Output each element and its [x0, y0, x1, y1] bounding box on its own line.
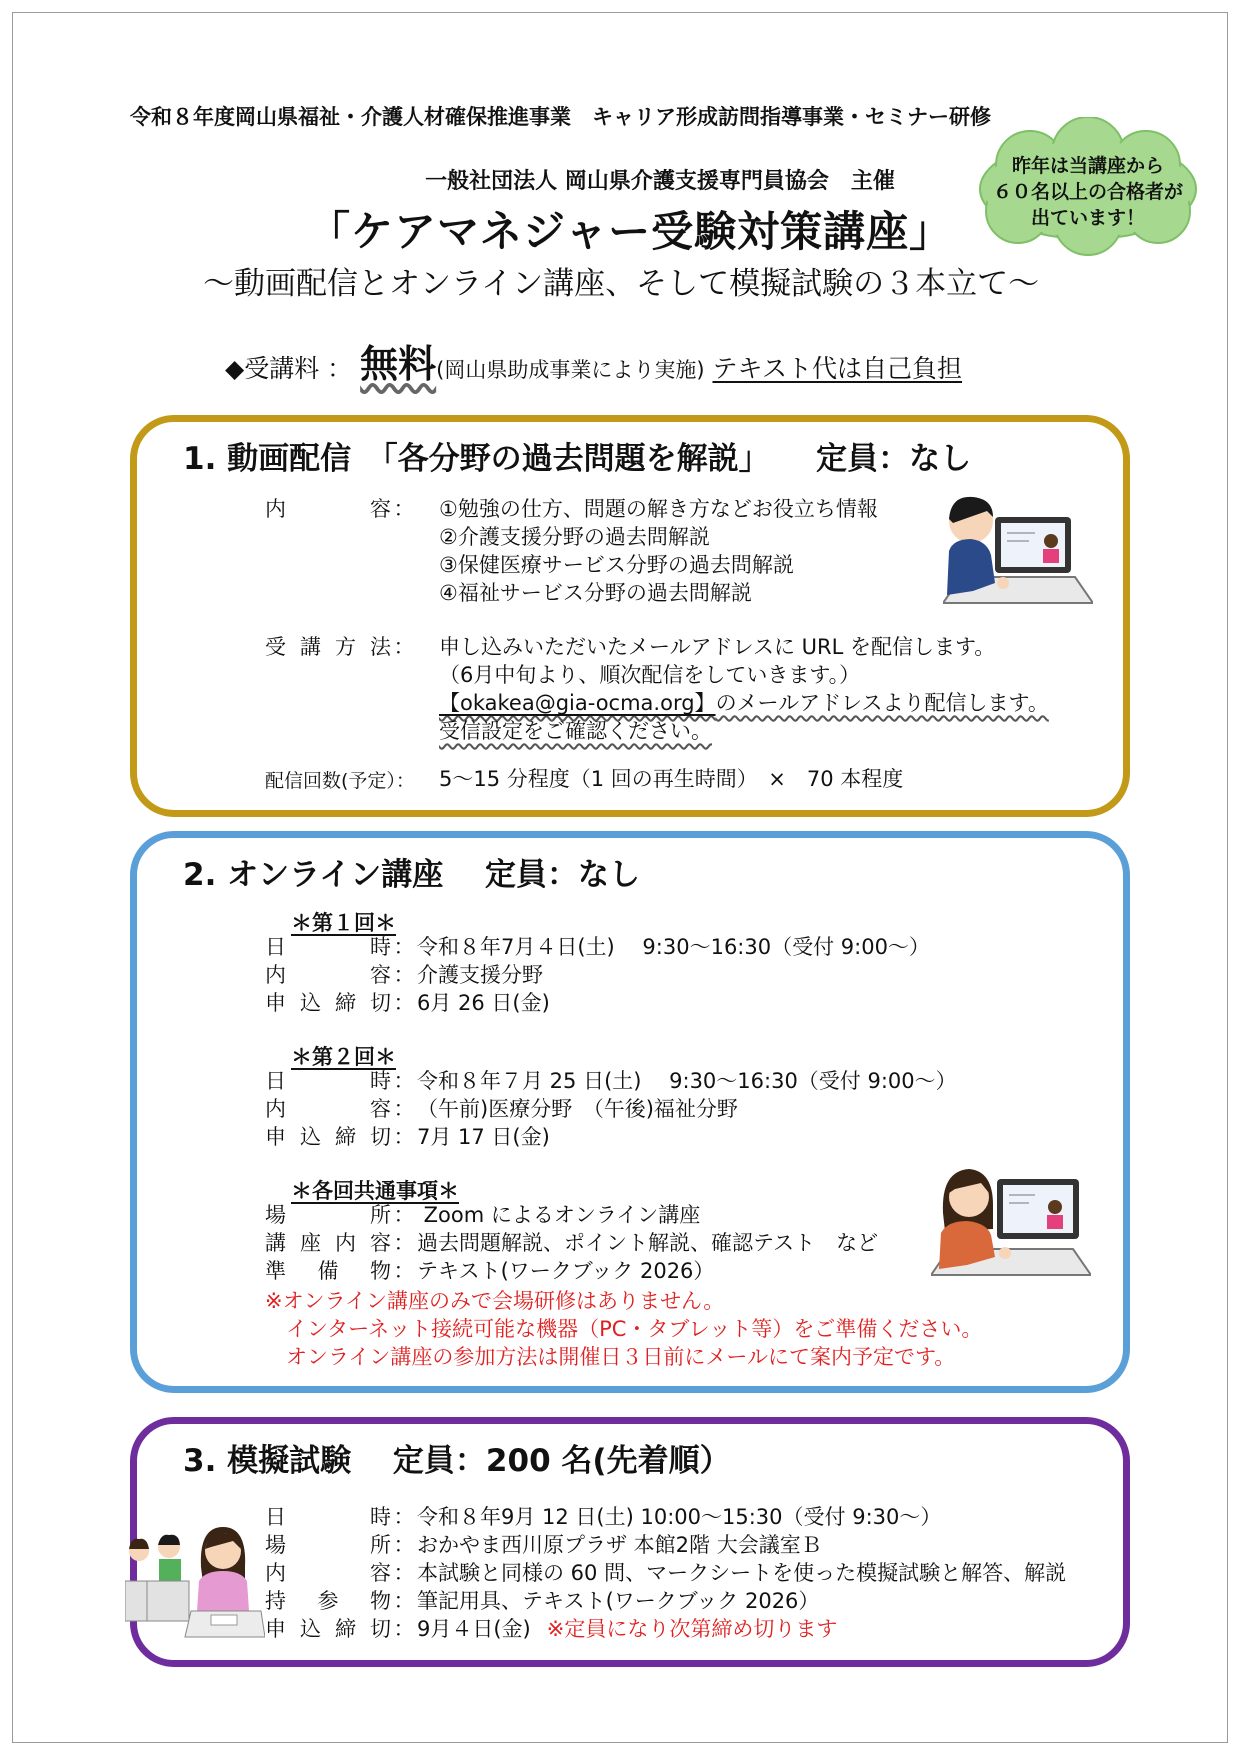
session-heading: ＊第２回＊	[291, 1045, 396, 1069]
common-prep: テキスト(ワークブック 2026）	[417, 1259, 715, 1283]
common-heading: ＊各回共通事項＊	[291, 1179, 459, 1203]
exam-date: 令和８年9月 12 日(土) 10:00～15:30（受付 9:30～）	[417, 1505, 942, 1529]
count-value: 5～15 分程度（1 回の再生時間） × 70 本程度	[439, 767, 904, 791]
method-row	[265, 633, 417, 661]
fee-free: 無料	[360, 342, 437, 386]
note-line: オンライン講座の参加方法は開催日３日前にメールにて案内予定です。	[265, 1345, 956, 1369]
session-date: 令和８年7月４日(土) 9:30～16:30（受付 9:00～）	[417, 935, 930, 959]
section-title: 3. 模擬試験 定員：200 名(先着順）	[183, 1443, 731, 1479]
row-label: 内容	[265, 963, 391, 987]
session-date: 令和８年７月 25 日(土) 9:30～16:30（受付 9:00～）	[417, 1069, 957, 1093]
common-details: 場所 ： Zoom によるオンライン講座 講座内容 ： 過去問題解説、ポイント解説、確認テスト など 準備物 ： テキスト(ワークブック 2026）	[265, 1203, 879, 1283]
row-colon: ：	[393, 497, 415, 521]
session1-details: 日時 ： 令和８年7月４日(土) 9:30～16:30（受付 9:00～） 内容 ： 介護支援分野 申込締切 ： 6月 26 日(金)	[265, 935, 930, 1015]
session2-details: 日時 ： 令和８年７月 25 日(土) 9:30～16:30（受付 9:00～） 内容 ： （午前)医療分野 （午後)福祉分野 申込締切 ： 7月 17 日(金)	[265, 1069, 957, 1149]
row-label: 申込締切	[265, 1125, 391, 1149]
page-title: 「ケアマネジャー受験対策講座」	[308, 207, 953, 256]
note-line: インターネット接続可能な機器（PC・タブレット等）をご準備ください。	[265, 1317, 983, 1341]
method-line	[439, 689, 1049, 717]
session-content: （午前)医療分野 （午後)福祉分野	[417, 1097, 738, 1121]
content-row	[265, 495, 417, 523]
common-place: Zoom によるオンライン講座	[417, 1203, 701, 1227]
row-label: 準備物	[265, 1259, 391, 1283]
common-lecture: 過去問題解説、ポイント解説、確認テスト など	[417, 1231, 879, 1255]
row-label: 持参物	[265, 1589, 391, 1613]
exam-deadline-note: ※定員になり次第締め切ります	[546, 1617, 838, 1641]
list-item: ①勉強の仕方、問題の解き方などお役立ち情報	[439, 497, 878, 521]
section-title: 2. オンライン講座 定員：なし	[183, 857, 640, 893]
session-heading: ＊第１回＊	[291, 911, 396, 935]
row-label: 内容	[265, 1097, 391, 1121]
exam-students-illustration	[125, 1521, 265, 1645]
exam-content: 本試験と同様の 60 問、マークシートを使った模擬試験と解答、解説	[417, 1561, 1067, 1585]
session-deadline: 7月 17 日(金)	[417, 1125, 550, 1149]
exam-deadline: 9月４日(金)	[417, 1617, 531, 1641]
method-line: （6月中旬より、順次配信をしていきます。）	[439, 663, 861, 687]
exam-items: 筆記用具、テキスト(ワークブック 2026）	[417, 1589, 820, 1613]
row-label: 内容	[265, 1561, 391, 1585]
email-address[interactable]: 【okakea@gia-ocma.org】	[439, 691, 716, 715]
fee-line	[225, 333, 962, 388]
row-label: 内容	[265, 497, 391, 521]
cloud-line: 出ています！	[1030, 207, 1145, 229]
method-line: 受信設定をご確認ください。	[439, 719, 712, 743]
method-line: 申し込みいただいたメールアドレスに URL を配信します。	[439, 635, 996, 659]
row-label: 場所	[265, 1533, 391, 1557]
section-title: 1. 動画配信 「各分野の過去問題を解説」 定員：なし	[183, 441, 972, 477]
row-label: 申込締切	[265, 991, 391, 1015]
person-tablet-illustration	[943, 491, 1093, 615]
cloud-text	[970, 153, 1206, 231]
text-cost-note: テキスト代は自己負担	[712, 354, 963, 383]
flyer-page	[12, 12, 1228, 1743]
woman-tablet-illustration	[931, 1153, 1091, 1287]
exam-place: おかやま西川原プラザ 本館2階 大会議室Ｂ	[417, 1533, 822, 1557]
cloud-line: 昨年は当講座から	[1011, 155, 1164, 177]
session-content: 介護支援分野	[417, 963, 543, 987]
list-item: ②介護支援分野の過去問解説	[439, 525, 710, 549]
organizer-line: 一般社団法人 岡山県介護支援専門員協会 主催	[425, 169, 895, 194]
pre-title: 令和８年度岡山県福祉・介護人材確保推進事業 キャリア形成訪問指導事業・セミナー研修	[130, 105, 991, 129]
fee-note: (岡山県助成事業により実施)	[436, 358, 705, 382]
note-line: ※オンライン講座のみで会場研修はありません。	[265, 1289, 725, 1313]
online-notes	[265, 1287, 982, 1371]
row-label: 受講方法	[265, 635, 391, 659]
row-label: 日時	[265, 1505, 391, 1529]
row-label: 申込締切	[265, 1617, 391, 1641]
row-label: 講座内容	[265, 1231, 391, 1255]
list-item: ③保健医療サービス分野の過去問解説	[439, 553, 794, 577]
cloud-line: ６０名以上の合格者が	[992, 181, 1183, 203]
method-line-rest: のメールアドレスより配信します。	[715, 691, 1049, 715]
session-deadline: 6月 26 日(金)	[417, 991, 550, 1015]
row-label: 日時	[265, 935, 391, 959]
exam-details: 日時 ： 令和８年9月 12 日(土) 10:00～15:30（受付 9:30～） 場所 ： おかやま西川原プラザ 本館2階 大会議室Ｂ 内容 ： 本試験と同様の 60 問、マークシートを使った模擬試験と解答、解説 持参物 ： 筆記用具、テキスト(ワークブック 2026） 申込締切 ： 9月４日(金) ※定員になり次第締め切ります	[265, 1505, 1067, 1641]
method-text	[439, 633, 1049, 745]
row-colon: ：	[393, 635, 415, 659]
achievement-cloud	[970, 117, 1206, 257]
content-list	[439, 495, 878, 607]
fee-label: ◆受講料 ：	[225, 354, 353, 383]
count-label: 配信回数(予定）：	[265, 770, 415, 792]
subtitle: ～動画配信とオンライン講座、そして模擬試験の３本立て～	[203, 266, 1040, 302]
list-item: ④福祉サービス分野の過去問解説	[439, 581, 752, 605]
row-label: 場所	[265, 1203, 391, 1227]
row-label: 日時	[265, 1069, 391, 1093]
